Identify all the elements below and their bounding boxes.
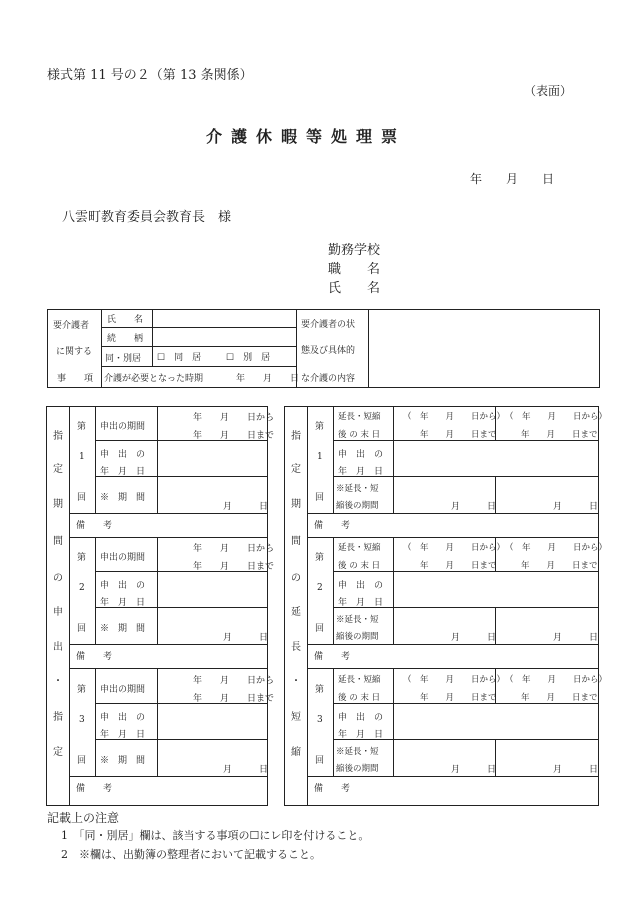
state-label-1: 要介護者の状 <box>301 320 356 330</box>
period-until[interactable]: 年 月 日まで <box>193 562 275 572</box>
request-date-label: 申 出 の <box>338 581 384 591</box>
post-period-label: ※延長・短 <box>336 615 379 625</box>
remarks-label: 備 考 <box>76 652 113 662</box>
section-line <box>69 668 268 669</box>
col-line <box>95 669 96 776</box>
dai-label: 第 <box>77 685 87 695</box>
kai-label: 回 <box>315 624 325 634</box>
round-number: 3 <box>317 715 323 725</box>
col-line <box>333 537 334 644</box>
request-date-label: 年 月 日 <box>100 598 146 608</box>
right-vtitle-char: 定 <box>291 464 301 475</box>
section-line <box>307 668 599 669</box>
request-date-label: 年 月 日 <box>338 467 384 477</box>
left-vtitle-char: 出 <box>53 642 63 653</box>
note-2: 2 ※欄は、出勤簿の整理者において記載すること。 <box>61 848 321 861</box>
row-line <box>333 440 599 441</box>
remarks-label: 備 考 <box>314 521 351 531</box>
care-label-3: 事 項 <box>57 374 94 384</box>
post-period-days[interactable]: 月 日 <box>451 765 497 775</box>
request-date-label: 申 出 の <box>100 713 146 723</box>
row-line <box>333 571 599 572</box>
request-date-label: 年 月 日 <box>100 730 146 740</box>
kai-label: 回 <box>77 493 87 503</box>
period-days[interactable]: 月 日 <box>223 765 269 775</box>
needed-time-label: 介護が必要となった時期 <box>104 374 204 384</box>
prev-period-from[interactable]: （ 年 月 日から） <box>403 675 506 685</box>
request-date-label: 申 出 の <box>100 450 146 460</box>
col-line <box>393 669 394 776</box>
period-label: ※ 期 間 <box>100 624 146 634</box>
row-line <box>307 513 599 514</box>
prev-period-until[interactable]: 年 月 日まで <box>420 693 497 703</box>
extension-label: 延長・短縮 <box>338 675 381 685</box>
period-days[interactable]: 月 日 <box>223 633 269 643</box>
kai-label: 回 <box>315 756 325 766</box>
right-vtitle-char: 縮 <box>291 747 301 758</box>
right-vtitle-char: 期 <box>291 499 301 510</box>
post-period-label: ※延長・短 <box>336 484 379 494</box>
col-line <box>95 406 96 513</box>
request-date-label: 申 出 の <box>338 713 384 723</box>
needed-time-date: 年 月 日 <box>236 374 300 384</box>
col-line <box>333 669 334 776</box>
dai-label: 第 <box>77 422 87 432</box>
period-days[interactable]: 月 日 <box>223 502 269 512</box>
prev-period-from[interactable]: （ 年 月 日から） <box>403 412 506 422</box>
new-period-until[interactable]: 年 月 日まで <box>521 430 598 440</box>
state-label-3: な介護の内容 <box>301 374 356 384</box>
row-line <box>307 644 599 645</box>
new-period-until[interactable]: 年 月 日まで <box>521 693 598 703</box>
request-period-label: 申出の期間 <box>100 553 146 563</box>
separate-checkbox[interactable]: ☐ 別 居 <box>226 353 271 363</box>
right-vtitle-char: 長 <box>291 642 301 653</box>
extension-label: 延長・短縮 <box>338 543 381 553</box>
post-period-days[interactable]: 月 日 <box>553 633 599 643</box>
left-vtitle-char: 指 <box>53 431 63 442</box>
request-date-label: 年 月 日 <box>100 467 146 477</box>
left-vtitle-char: 申 <box>53 607 63 618</box>
dai-label: 第 <box>315 685 325 695</box>
remarks-label: 備 考 <box>314 652 351 662</box>
row-line <box>69 513 268 514</box>
right-vtitle-char: の <box>291 573 301 584</box>
col-line <box>157 537 158 644</box>
care-living-label: 同・別居 <box>105 354 142 364</box>
request-period-label: 申出の期間 <box>100 685 146 695</box>
left-vtitle-char: ・ <box>53 676 63 687</box>
round-number: 1 <box>79 452 85 462</box>
col-line <box>393 406 394 513</box>
request-period-label: 申出の期間 <box>100 422 146 432</box>
left-vtitle-char: の <box>53 573 63 584</box>
extension-label: 延長・短縮 <box>338 412 381 422</box>
left-vtitle-char: 定 <box>53 747 63 758</box>
care-label-2: に関する <box>56 347 93 357</box>
extension-label: 後 の 末 日 <box>338 561 381 571</box>
post-period-days[interactable]: 月 日 <box>553 502 599 512</box>
row-line <box>333 703 599 704</box>
dai-label: 第 <box>77 553 87 563</box>
round-number: 2 <box>317 583 323 593</box>
remarks-label: 備 考 <box>76 784 113 794</box>
prev-period-until[interactable]: 年 月 日まで <box>420 430 497 440</box>
name-label: 氏 名 <box>328 281 381 296</box>
request-date-label: 年 月 日 <box>338 598 384 608</box>
post-period-days[interactable]: 月 日 <box>553 765 599 775</box>
request-date-label: 申 出 の <box>338 450 384 460</box>
post-period-label: 縮後の期間 <box>336 501 379 511</box>
addressee: 八雲町教育委員会教育長 様 <box>62 210 232 225</box>
school-label: 勤務学校 <box>328 243 381 258</box>
post-period-days[interactable]: 月 日 <box>451 502 497 512</box>
col-line <box>333 406 334 513</box>
request-date-label: 年 月 日 <box>338 730 384 740</box>
new-period-from[interactable]: （ 年 月 日から） <box>505 543 608 553</box>
note-1: 1 「同・別居」欄は、該当する事項の☐にレ印を付けること。 <box>61 829 370 842</box>
section-line <box>69 537 268 538</box>
position-label: 職 名 <box>328 262 381 277</box>
post-period-label: 縮後の期間 <box>336 764 379 774</box>
kai-label: 回 <box>315 493 325 503</box>
state-label-2: 態及び具体的 <box>301 346 356 356</box>
notes-heading: 記載上の注意 <box>47 811 120 825</box>
period-until[interactable]: 年 月 日まで <box>193 694 275 704</box>
col-line <box>157 406 158 513</box>
period-until[interactable]: 年 月 日まで <box>193 431 275 441</box>
side-label: （表面） <box>524 84 573 98</box>
period-from[interactable]: 年 月 日から <box>193 676 275 686</box>
right-vtitle-char: 短 <box>291 712 301 723</box>
form-number: 様式第 11 号の２（第 13 条関係） <box>47 68 253 83</box>
page-title: 介護休暇等処理票 <box>206 127 407 146</box>
prev-period-until[interactable]: 年 月 日まで <box>420 561 497 571</box>
request-date-label: 申 出 の <box>100 581 146 591</box>
col-line <box>95 537 96 644</box>
extension-label: 後 の 末 日 <box>338 693 381 703</box>
round-number: 2 <box>79 583 85 593</box>
left-vtitle-char: 指 <box>53 712 63 723</box>
section-line <box>307 537 599 538</box>
round-number: 1 <box>317 452 323 462</box>
round-number: 3 <box>79 715 85 725</box>
post-period-days[interactable]: 月 日 <box>451 633 497 643</box>
period-label: ※ 期 間 <box>100 756 146 766</box>
dai-label: 第 <box>315 553 325 563</box>
remarks-label: 備 考 <box>76 521 113 531</box>
period-from[interactable]: 年 月 日から <box>193 544 275 554</box>
remarks-label: 備 考 <box>314 784 351 794</box>
col-line <box>157 669 158 776</box>
kai-label: 回 <box>77 756 87 766</box>
row-line <box>69 644 268 645</box>
right-vtitle-char: 間 <box>291 536 301 547</box>
right-vtitle-char: 延 <box>291 607 301 618</box>
dai-label: 第 <box>315 422 325 432</box>
extension-label: 後 の 末 日 <box>338 430 381 440</box>
date-line: 年 月 日 <box>470 172 555 186</box>
post-period-label: 縮後の期間 <box>336 632 379 642</box>
post-period-label: ※延長・短 <box>336 747 379 757</box>
period-label: ※ 期 間 <box>100 493 146 503</box>
new-period-from[interactable]: （ 年 月 日から） <box>505 675 608 685</box>
care-name-label: 氏 名 <box>107 315 144 325</box>
care-label-1: 要介護者 <box>53 321 90 331</box>
right-vtitle-char: ・ <box>291 676 301 687</box>
right-vtitle-char: 指 <box>291 431 301 442</box>
care-relation-label: 続 柄 <box>107 334 144 344</box>
left-vtitle-char: 間 <box>53 536 63 547</box>
left-vtitle-char: 定 <box>53 464 63 475</box>
row-line <box>307 776 599 777</box>
period-from[interactable]: 年 月 日から <box>193 413 275 423</box>
row-line <box>69 776 268 777</box>
prev-period-from[interactable]: （ 年 月 日から） <box>403 543 506 553</box>
kai-label: 回 <box>77 624 87 634</box>
col-line <box>393 537 394 644</box>
together-checkbox[interactable]: ☐ 同 居 <box>157 353 202 363</box>
new-period-from[interactable]: （ 年 月 日から） <box>505 412 608 422</box>
left-vtitle-char: 期 <box>53 499 63 510</box>
new-period-until[interactable]: 年 月 日まで <box>521 561 598 571</box>
